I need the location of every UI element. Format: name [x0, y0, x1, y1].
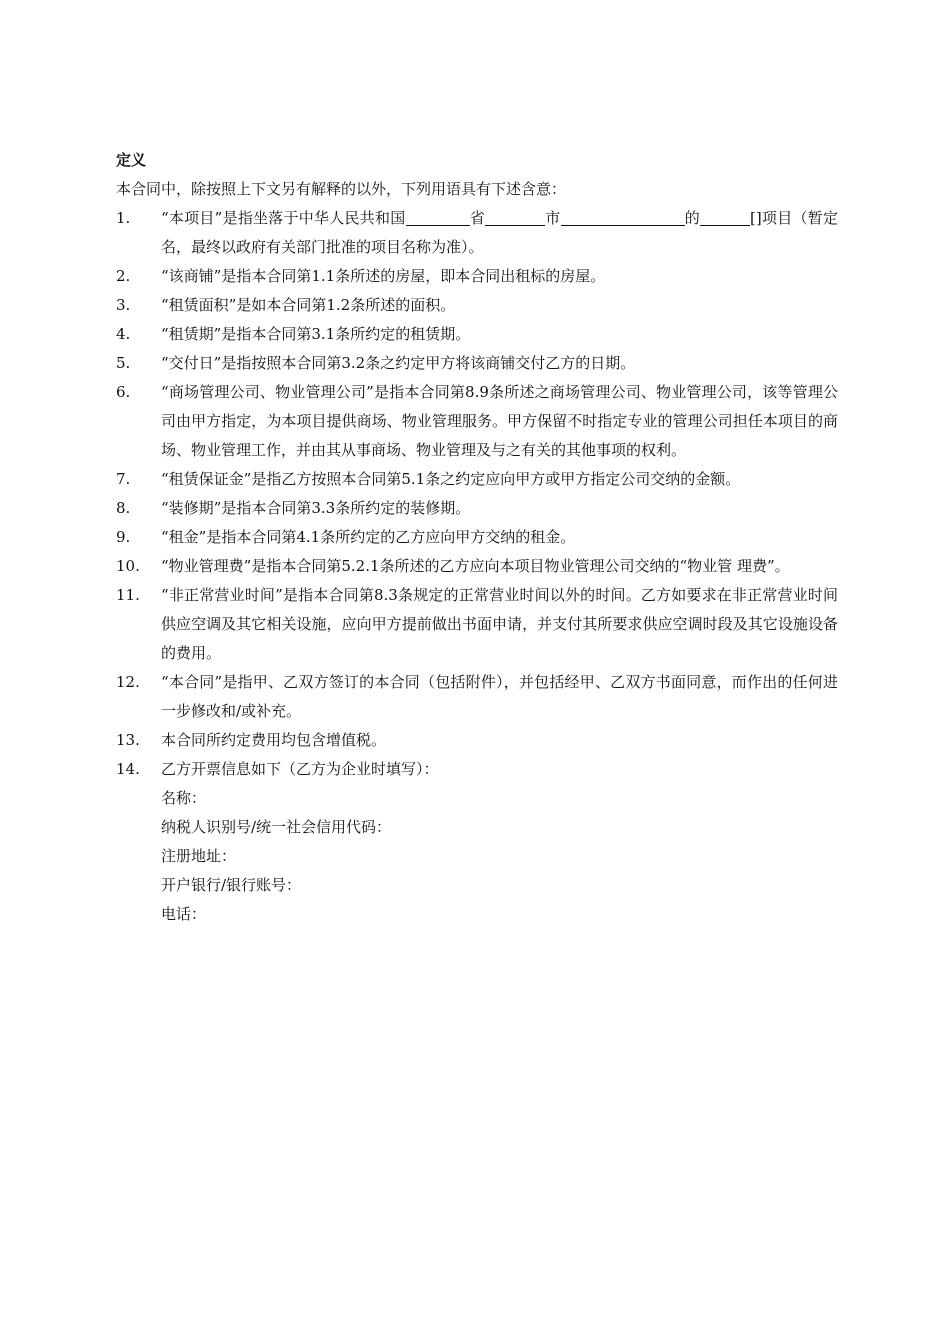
definition-item [116, 349, 838, 378]
definition-item [116, 465, 838, 494]
item-number: 11. [116, 586, 140, 604]
project-name-blank[interactable] [700, 209, 750, 226]
item-number: 13. [116, 731, 140, 749]
definition-item [116, 581, 838, 668]
document-page [116, 146, 838, 929]
item-text: “租赁保证金”是指乙方按照本合同第5.1条之约定应向甲方或甲方指定公司交纳的金额。 [161, 470, 741, 488]
definition-item [116, 291, 838, 320]
definition-item [116, 668, 838, 726]
item-number: 6. [116, 383, 131, 401]
item-number: 2. [116, 267, 131, 285]
item-number: 1. [116, 209, 131, 227]
item-number: 14. [116, 760, 140, 778]
item-text [161, 204, 838, 262]
definition-item [116, 320, 838, 349]
location-blank[interactable] [561, 209, 685, 226]
item1-text-c: 市 [545, 209, 561, 227]
city-blank[interactable] [485, 209, 545, 226]
item-text: “装修期”是指本合同第3.3条所约定的装修期。 [161, 499, 471, 517]
definition-item [116, 726, 838, 755]
item-number: 12. [116, 673, 140, 691]
definition-item [116, 262, 838, 291]
item-text: “租金”是指本合同第4.1条所约定的乙方应向甲方交纳的租金。 [161, 528, 576, 546]
province-blank[interactable] [406, 209, 470, 226]
invoice-field-tax-id: 纳税人识别号/统一社会信用代码： [161, 818, 392, 836]
definition-item-1 [116, 204, 838, 262]
item-number: 9. [116, 528, 131, 546]
item1-text-d: 的 [684, 209, 701, 227]
item-text: 乙方开票信息如下（乙方为企业时填写）： [161, 760, 439, 778]
item1-text-e: [ [750, 209, 756, 227]
definition-item [116, 755, 838, 784]
item-text: 本合同所约定费用均包含增值税。 [161, 731, 387, 749]
item-text: “物业管理费”是指本合同第5.2.1条所述的乙方应向本项目物业管理公司交纳的“物业管 理费”。 [161, 557, 790, 575]
item-number: 4. [116, 325, 131, 343]
item-text: “商场管理公司、物业管理公司”是指本合同第8.9条所述之商场管理公司、物业管理公司，该等管理公司由甲方指定，为本项目提供商场、物业管理服务。甲方保留不时指定专业的管理公司担任本项目的商场、物业管理工作，并由其从事商场、物业管理及与之有关的其他事项的权利。 [161, 383, 838, 459]
invoice-field-name: 名称： [161, 789, 207, 807]
invoice-field-phone: 电话： [161, 905, 207, 923]
item1-text-a: “本项目”是指坐落于中华人民共和国 [161, 209, 406, 227]
definition-item [116, 523, 838, 552]
item-text: “租赁期”是指本合同第3.1条所约定的租赁期。 [161, 325, 471, 343]
item-number: 5. [116, 354, 131, 372]
item-number: 10. [116, 557, 140, 575]
item1-text-f: ]项目（暂定名，最终以政府有关部门批准的项目名称为准）。 [161, 209, 838, 256]
invoice-field-bank: 开户银行/银行账号： [161, 876, 302, 894]
item1-text-b: 省 [469, 209, 486, 227]
definition-item [116, 378, 838, 465]
item-number: 8. [116, 499, 131, 517]
intro-paragraph: 本合同中，除按照上下文另有解释的以外，下列用语具有下述含意： [116, 180, 567, 198]
item-text: “交付日”是指按照本合同第3.2条之约定甲方将该商铺交付乙方的日期。 [161, 354, 636, 372]
item-text: “该商铺”是指本合同第1.1条所述的房屋，即本合同出租标的房屋。 [161, 267, 606, 285]
item-text: “本合同”是指甲、乙双方签订的本合同（包括附件），并包括经甲、乙双方书面同意，而作出的任何进一步修改和/或补充。 [161, 673, 838, 720]
invoice-field-address: 注册地址： [161, 847, 237, 865]
definition-item [116, 494, 838, 523]
item-number: 7. [116, 470, 131, 488]
item-number: 3. [116, 296, 131, 314]
definition-item [116, 552, 838, 581]
item-text: “租赁面积”是如本合同第1.2条所述的面积。 [161, 296, 456, 314]
section-heading: 定义 [116, 151, 147, 169]
item-text: “非正常营业时间”是指本合同第8.3条规定的正常营业时间以外的时间。乙方如要求在非正常营业时间供应空调及其它相关设施，应向甲方提前做出书面申请，并支付其所要求供应空调时段及其它设施设备的费用。 [161, 586, 838, 662]
